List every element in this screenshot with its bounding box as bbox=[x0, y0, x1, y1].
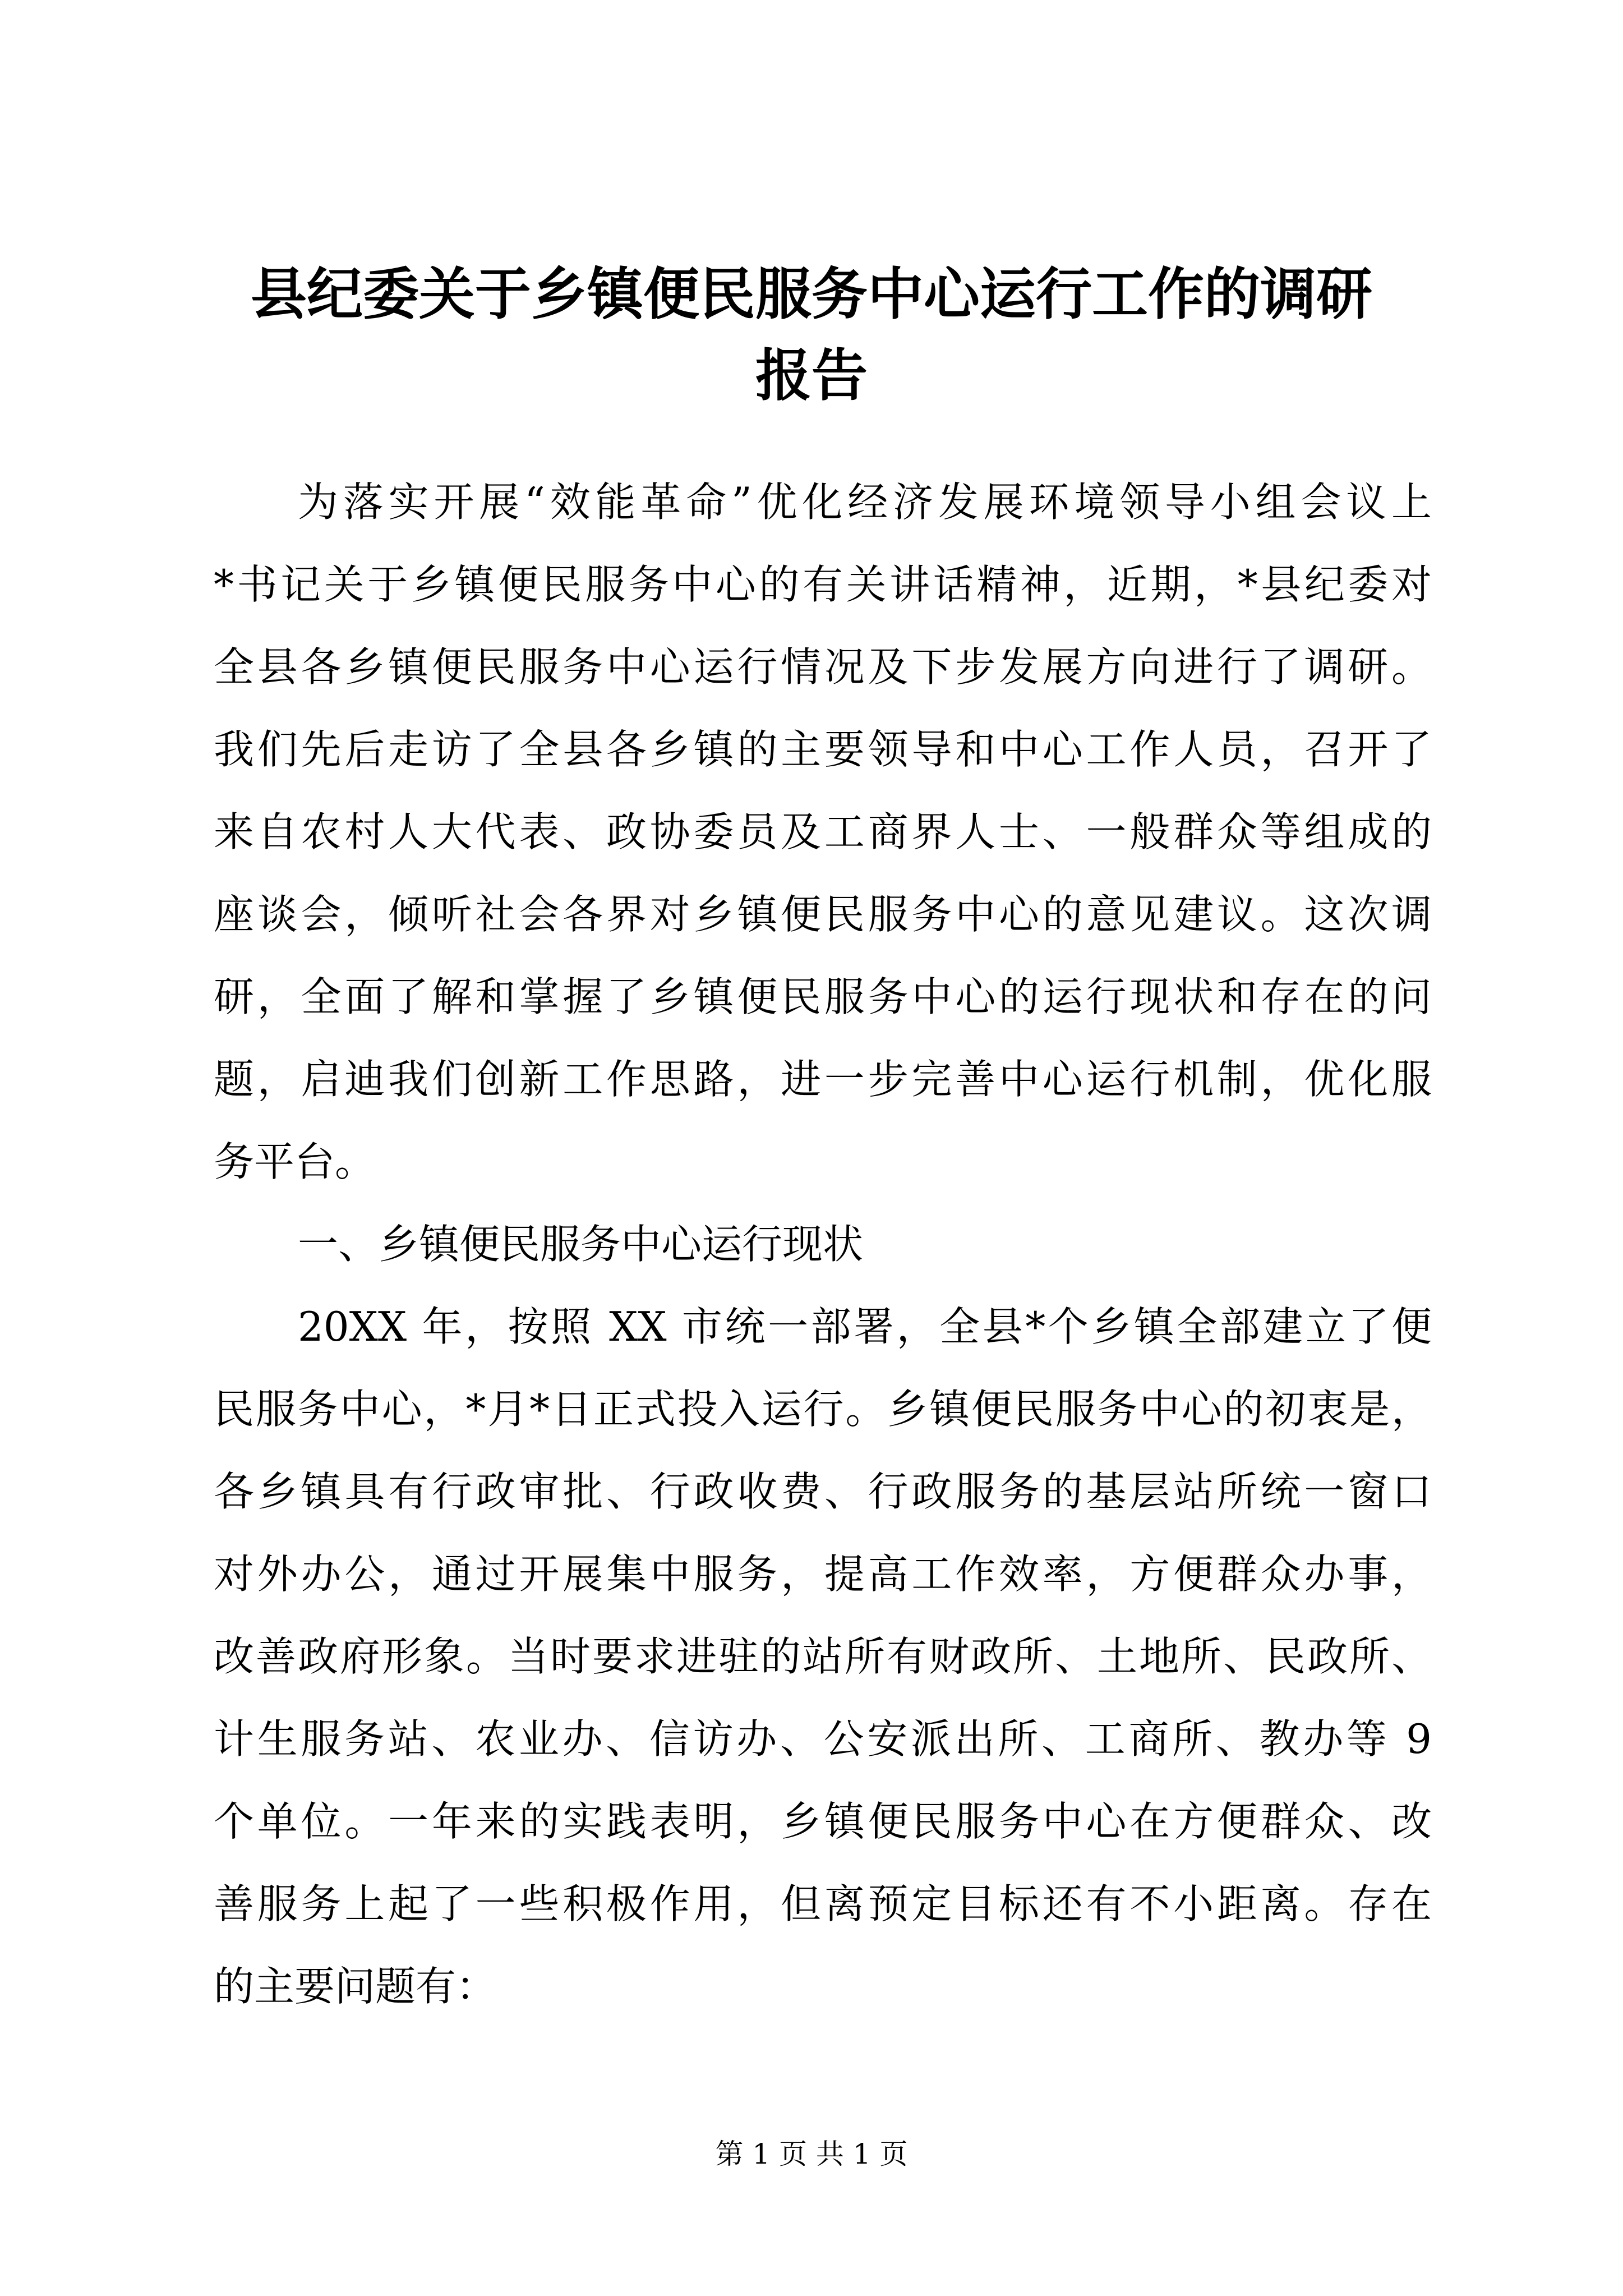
document-title bbox=[168, 254, 1455, 416]
paragraph-line: 计生服务站、农业办、信访办、公安派出所、工商所、教办等 9 bbox=[214, 1715, 1432, 1763]
paragraph-line: 研，全面了解和掌握了乡镇便民服务中心的运行现状和存在的问 bbox=[214, 973, 1432, 1020]
document-body bbox=[214, 461, 1432, 2028]
paragraph-line: 我们先后走访了全县各乡镇的主要领导和中心工作人员，召开了 bbox=[214, 726, 1432, 773]
section-heading: 一、乡镇便民服务中心运行现状 bbox=[298, 1221, 864, 1268]
paragraph-line: 改善政府形象。当时要求进驻的站所有财政所、土地所、民政所、 bbox=[214, 1633, 1432, 1680]
paragraph-line: 的主要问题有： bbox=[214, 1963, 497, 2010]
paragraph-line: 各乡镇具有行政审批、行政收费、行政服务的基层站所统一窗口 bbox=[214, 1468, 1432, 1515]
paragraph-line: 20XX 年，按照 XX 市统一部署，全县*个乡镇全部建立了便 bbox=[298, 1303, 1432, 1350]
paragraph-line: 为落实开展“效能革命”优化经济发展环境领导小组会议上 bbox=[298, 478, 1432, 526]
paragraph-line: 来自农村人大代表、政协委员及工商界人士、一般群众等组成的 bbox=[214, 808, 1432, 855]
paragraph-line: 善服务上起了一些积极作用，但离预定目标还有不小距离。存在 bbox=[214, 1880, 1432, 1927]
paragraph-line: 民服务中心，*月*日正式投入运行。乡镇便民服务中心的初衷是， bbox=[214, 1386, 1432, 1433]
page-footer: 第 1 页 共 1 页 bbox=[715, 2138, 908, 2170]
paragraph-line: 座谈会，倾听社会各界对乡镇便民服务中心的意见建议。这次调 bbox=[214, 891, 1432, 938]
paragraph-line: 全县各乡镇便民服务中心运行情况及下步发展方向进行了调研。 bbox=[214, 643, 1432, 691]
paragraph-line: 对外办公，通过开展集中服务，提高工作效率，方便群众办事， bbox=[214, 1550, 1432, 1598]
paragraph-line: 题，启迪我们创新工作思路，进一步完善中心运行机制，优化服 bbox=[214, 1056, 1432, 1103]
paragraph-line: 个单位。一年来的实践表明，乡镇便民服务中心在方便群众、改 bbox=[214, 1798, 1432, 1845]
paragraph-line: 务平台。 bbox=[214, 1138, 376, 1185]
title-line: 报告 bbox=[755, 342, 868, 408]
paragraph-line: *书记关于乡镇便民服务中心的有关讲话精神，近期，*县纪委对 bbox=[214, 561, 1432, 608]
title-line: 县纪委关于乡镇便民服务中心运行工作的调研 bbox=[251, 261, 1372, 327]
